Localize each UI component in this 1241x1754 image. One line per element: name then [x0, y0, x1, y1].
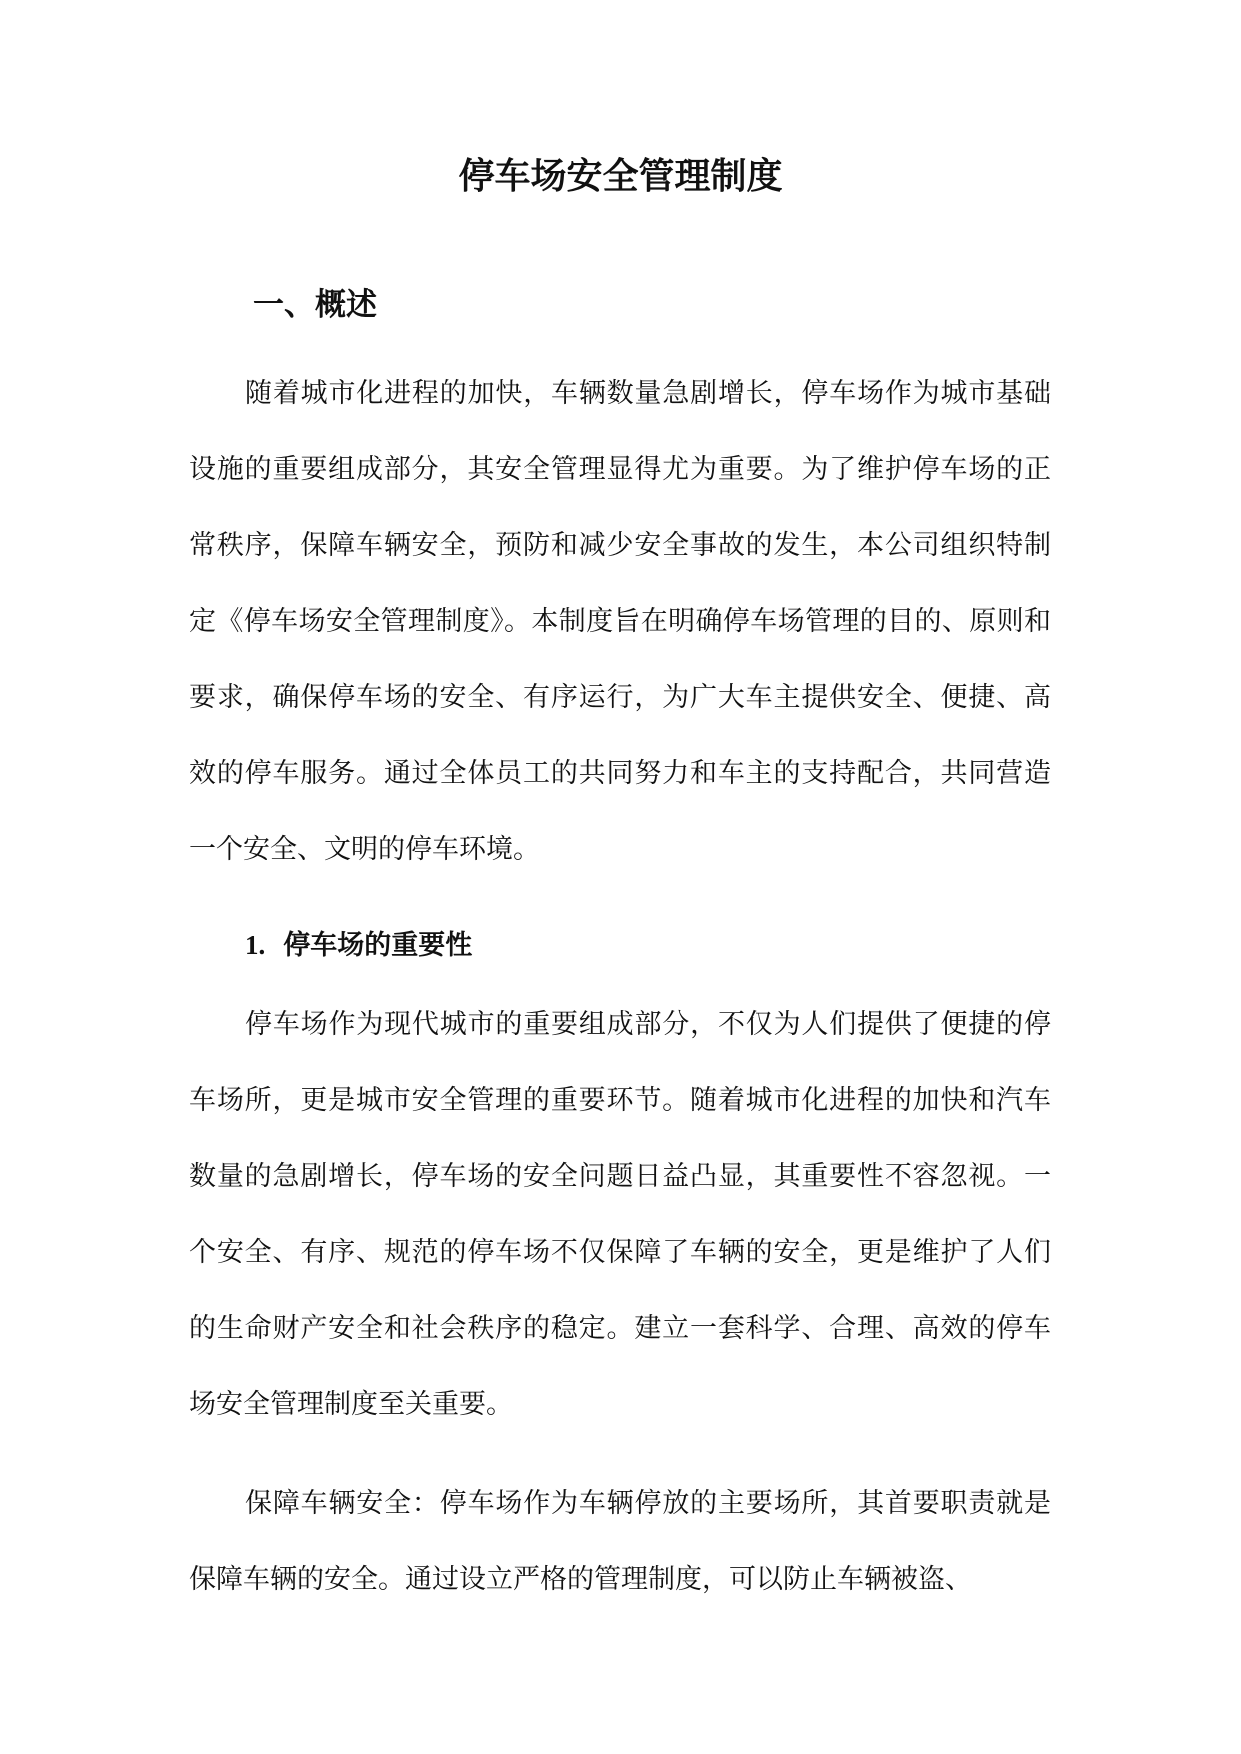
- overview-paragraph: 随着城市化进程的加快，车辆数量急剧增长，停车场作为城市基础设施的重要组成部分，其安全管理显得尤为重要。为了维护停车场的正常秩序，保障车辆安全，预防和减少安全事故的发生，本公司组织特制定《停车场安全管理制度》。本制度旨在明确停车场管理的目的、原则和要求，确保停车场的安全、有序运行，为广大车主提供安全、便捷、高效的停车服务。通过全体员工的共同努力和车主的支持配合，共同营造一个安全、文明的停车环境。: [189, 378, 1051, 865]
- document-title: 停车场安全管理制度: [458, 156, 783, 197]
- subsection-heading: [245, 925, 472, 966]
- subsection-title: 停车场的重要性: [283, 930, 473, 961]
- subsection-number: 1.: [245, 930, 266, 960]
- importance-paragraph: 停车场作为现代城市的重要组成部分，不仅为人们提供了便捷的停车场所，更是城市安全管理的重要环节。随着城市化进程的加快和汽车数量的急剧增长，停车场的安全问题日益凸显，其重要性不容忽视。一个安全、有序、规范的停车场不仅保障了车辆的安全，更是维护了人们的生命财产安全和社会秩序的稳定。建立一套科学、合理、高效的停车场安全管理制度至关重要。: [189, 1009, 1051, 1420]
- section-heading-overview: 一、概述: [253, 287, 377, 323]
- vehicle-safety-paragraph: 保障车辆安全：停车场作为车辆停放的主要场所，其首要职责就是保障车辆的安全。通过设立严格的管理制度，可以防止车辆被盗、: [189, 1488, 1051, 1595]
